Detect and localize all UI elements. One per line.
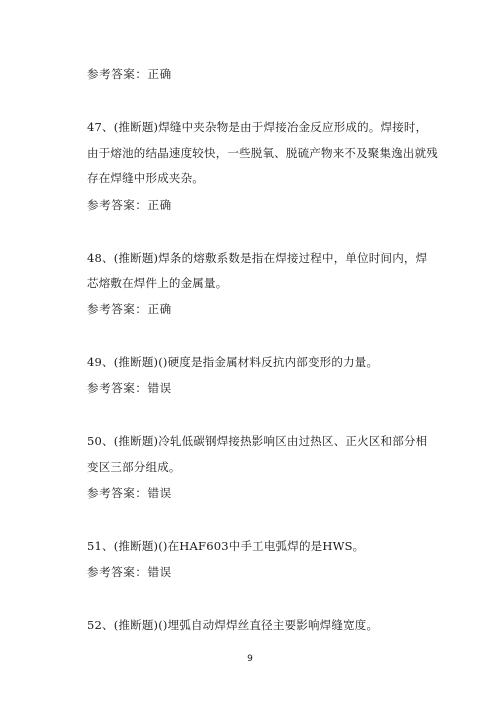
answer-47: 参考答案：正确 <box>87 198 172 212</box>
page-number: 9 <box>247 654 253 664</box>
answer-48: 参考答案：正确 <box>87 302 172 316</box>
answer-46: 参考答案：正确 <box>87 67 172 81</box>
question-47-line-2: 由于熔池的结晶速度较快，一些脱氧、脱硫产物来不及聚集逸出就残 <box>87 146 438 160</box>
answer-50: 参考答案：错误 <box>87 486 172 500</box>
question-47-line-1: 47、(推断题)焊缝中夹杂物是由于焊接冶金反应形成的。焊接时， <box>87 120 428 134</box>
question-47-line-3: 存在焊缝中形成夹杂。 <box>87 171 204 185</box>
question-52-line-1: 52、(推断题)()埋弧自动焊焊丝直径主要影响焊缝宽度。 <box>87 618 379 632</box>
question-51-line-1: 51、(推断题)()在HAF603中手工电弧焊的是HWS。 <box>87 539 365 553</box>
question-48-line-1: 48、(推断题)焊条的熔敷系数是指在焊接过程中，单位时间内，焊 <box>87 251 428 265</box>
answer-49: 参考答案：错误 <box>87 381 172 395</box>
answer-51: 参考答案：错误 <box>87 565 172 579</box>
question-50-line-1: 50、(推断题)冷轧低碳钢焊接热影响区由过热区、正火区和部分相 <box>87 434 428 448</box>
question-48-line-2: 芯熔敷在焊件上的金属量。 <box>87 276 228 290</box>
question-49-line-1: 49、(推断题)()硬度是指金属材料反抗内部变形的力量。 <box>87 355 379 369</box>
question-50-line-2: 变区三部分组成。 <box>87 460 181 474</box>
